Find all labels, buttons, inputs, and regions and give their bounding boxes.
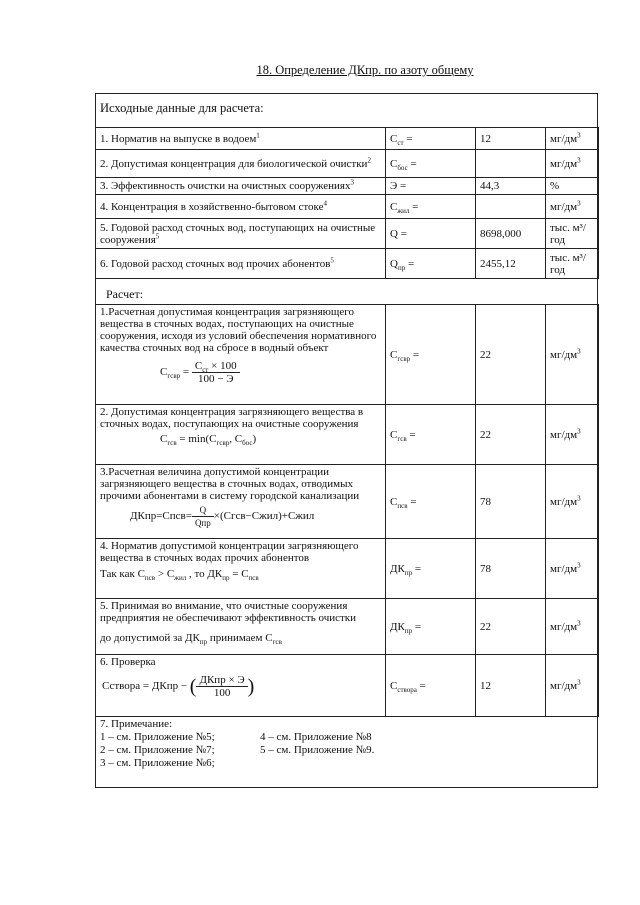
row-symbol: $С_{псв}$ = — [386, 465, 476, 539]
row-symbol: $С_{жил}$ = — [386, 195, 476, 219]
table-row — [96, 465, 599, 539]
row-symbol: Э = — [386, 178, 476, 195]
row-symbol: $С_{гсвр}$ = — [386, 305, 476, 405]
row-unit: % — [546, 178, 599, 195]
formula-dkpr: ДКпр=Спсв= $\frac{Q}{\text{Qпр}}$ ×(Сгсв−Сжил)+Сжил — [130, 505, 315, 528]
row-symbol: $ДК_{пр}$ = — [386, 599, 476, 655]
table-row — [96, 405, 599, 465]
row-value — [476, 150, 546, 178]
row-label: 6. Проверка Сстворa = ДКпр − ( $\frac{\text{ДКпр × Э}}{100}$ ) — [96, 655, 386, 717]
row-unit: $мг/дм^3$ — [546, 195, 599, 219]
row-label: 3.Расчетная величина допустимой концентрации загрязняющего вещества в сточных водах, отводимых прочими абонентами в систему городской канализации ДКпр=Спсв= $\frac{Q}{\text{Qпр}}$ ×(Сгсв−Сжил)+Сжил — [96, 465, 386, 539]
row-label: 5. Принимая во внимание, что очистные сооружения предприятия не обеспечивают эффективность очистки до допустимой за $ДК_{пр}$ принимаем $С_{гсв}$ — [96, 599, 386, 655]
table-row — [96, 150, 599, 178]
row-label: 6. Годовой расход сточных вод прочих абонентов$^5$ — [96, 249, 386, 279]
row-label: 4. Норматив допустимой концентрации загрязняющего вещества в сточных водах прочих абонентов Так как $С_{псв} > С_{жил}$ , то $ДК_{пр} = С_{псв}$ — [96, 539, 386, 599]
formula-condition: Так как $С_{псв} > С_{жил}$ , то $ДК_{пр} = С_{псв}$ — [100, 568, 259, 583]
table-row — [96, 219, 599, 249]
row-value: 2455,12 — [476, 249, 546, 279]
row-unit: $мг/дм^3$ — [546, 655, 599, 717]
table-row — [96, 249, 599, 279]
row-symbol: $С_{гсв}$ = — [386, 405, 476, 465]
row-label: 2. Допустимая концентрация загрязняющего вещества в сточных водах, поступающих на очистные сооружения $С_{гсв} = \min(С_{гсвр}$, $С_{бос}$) — [96, 405, 386, 465]
row-unit: тыс. м³/год — [546, 249, 599, 279]
table-row — [96, 599, 599, 655]
table-row — [96, 539, 599, 599]
table-row — [96, 655, 599, 717]
row-symbol: Q = — [386, 219, 476, 249]
formula-cgsvr: $С_{гсвр}$ = $\frac{С_{ст} \times 100}{100 - Э}$ — [160, 360, 381, 385]
row-symbol: $Q_{пр}$ = — [386, 249, 476, 279]
formula-check: Сстворa = ДКпр − ( $\frac{\text{ДКпр × Э}}{100}$ ) — [102, 674, 255, 699]
row-label: 2. Допустимая концентрация для биологической очистки$^2$ — [96, 150, 386, 178]
row-value: 22 — [476, 305, 546, 405]
row-unit: $мг/дм^3$ — [546, 305, 599, 405]
row-unit: $мг/дм^3$ — [546, 539, 599, 599]
row-label: 3. Эффективность очистки на очистных сооружениях$^3$ — [96, 178, 386, 195]
calc-table — [95, 304, 599, 717]
row-value: 78 — [476, 539, 546, 599]
row-label: 4. Концентрация в хозяйственно-бытовом стоке$^4$ — [96, 195, 386, 219]
row-value: 8698,000 — [476, 219, 546, 249]
formula-accept: до допустимой за $ДК_{пр}$ принимаем $С_{гсв}$ — [100, 632, 282, 647]
row-unit: $мг/дм^3$ — [546, 465, 599, 539]
row-symbol: $С_{створа}$ = — [386, 655, 476, 717]
row-symbol: $С_{бос}$ = — [386, 150, 476, 178]
row-unit: $мг/дм^3$ — [546, 150, 599, 178]
row-label: 5. Годовой расход сточных вод, поступающих на очистные сооружения$^5$ — [96, 219, 386, 249]
note-item: 2 – см. Приложение №7; — [100, 744, 215, 756]
row-unit: тыс. м³/год — [546, 219, 599, 249]
row-unit: $мг/дм^3$ — [546, 599, 599, 655]
table-row — [96, 195, 599, 219]
row-symbol: $ДК_{пр}$ = — [386, 539, 476, 599]
note-item: 3 – см. Приложение №6; — [100, 757, 215, 769]
row-label: 1.Расчетная допустимая концентрация загрязняющего вещества в сточных водах, поступающих на очистные сооружения, исходя из условий обеспечения нормативного качества сточных вод на сбросе в водный объект $С_{гсвр}$ = $\frac{С_{ст} \times 100}{100 - Э}$ — [96, 305, 386, 405]
row-value — [476, 195, 546, 219]
note-item: 5 – см. Приложение №9. — [260, 744, 375, 756]
row-value: 12 — [476, 655, 546, 717]
notes — [100, 718, 520, 770]
note-item: 4 – см. Приложение №8 — [260, 731, 372, 743]
row-unit: $мг/дм^3$ — [546, 128, 599, 150]
initial-data-table — [95, 127, 599, 279]
initial-data-header: Исходные данные для расчета: — [100, 101, 264, 115]
row-symbol: $С_{ст}$ = — [386, 128, 476, 150]
notes-header: 7. Примечание: — [100, 718, 173, 730]
formula-cgsv: $С_{гсв} = \min(С_{гсвр}$, $С_{бос}$) — [160, 433, 257, 448]
note-item: 1 – см. Приложение №5; — [100, 731, 215, 743]
calc-header: Расчет: — [106, 287, 144, 301]
page-title: 18. Определение ДКпр. по азоту общему — [256, 63, 474, 77]
row-value: 22 — [476, 405, 546, 465]
table-row — [96, 305, 599, 405]
row-unit: $мг/дм^3$ — [546, 405, 599, 465]
row-value: 44,3 — [476, 178, 546, 195]
row-value: 12 — [476, 128, 546, 150]
table-row — [96, 178, 599, 195]
row-value: 78 — [476, 465, 546, 539]
row-value: 22 — [476, 599, 546, 655]
row-label: 1. Норматив на выпуске в водоем$^1$ — [96, 128, 386, 150]
table-row — [96, 128, 599, 150]
